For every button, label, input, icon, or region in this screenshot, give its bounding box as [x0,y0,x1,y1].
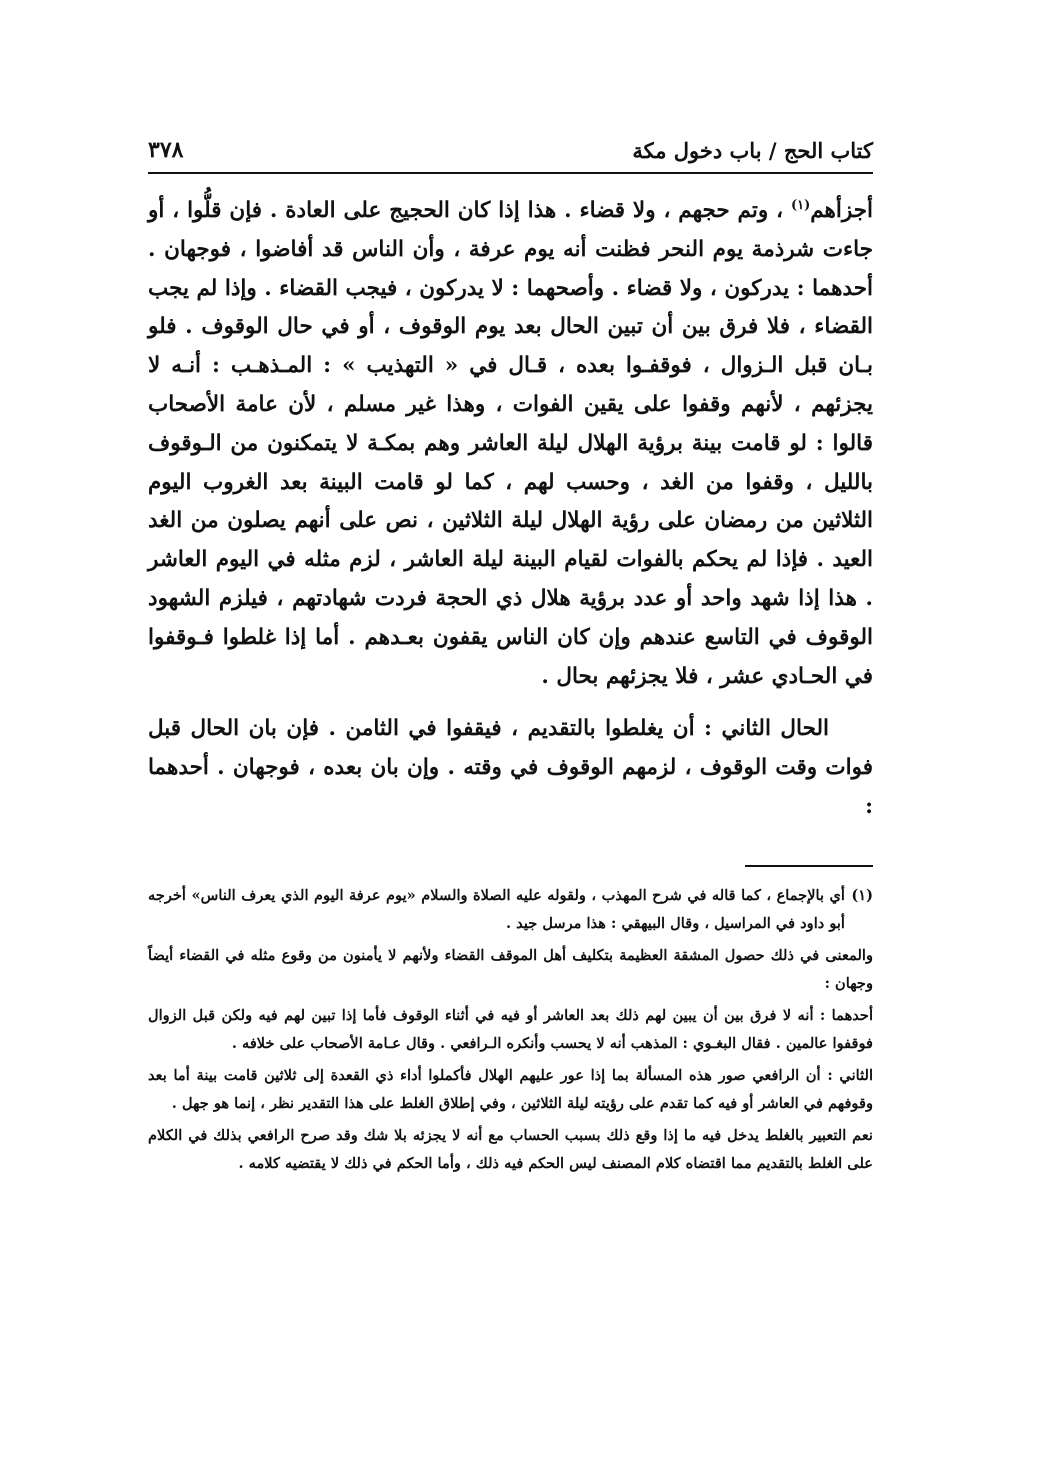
footnote-1-text: أي بالإجماع ، كما قاله في شرح المهذب ، ولقوله عليه الصلاة والسلام «يوم عرفة اليوم الذي يعرف الناس» أخرجه أبو داود في المراسيل ، وقال البيهقي : هذا مرسل جيد . [148,887,845,932]
page-header [148,128,873,174]
paragraph-1-rest: ، وتم حجهم ، ولا قضاء . هذا إذا كان الحجيج على العادة . فإن قلُّوا ، أو جاءت شرذمة يوم النحر فظنت أنه يوم عرفة ، وأن الناس قد أفاضوا ، فوجهان . أحدهما : يدركون ، ولا قضاء . وأصحهما : لا يدركون ، فيجب القضاء . وإذا لم يجب القضاء ، فلا فرق بين أن تبين الحال بعد يوم الوقوف ، أو في حال الوقوف . فلو بـان قبل الـزوال ، فوقفـوا بعده ، قـال في « التهذيب » : المـذهـب : أنـه لا يجزئهم ، لأنهم وقفوا على يقين الفوات ، وهذا غير مسلم ، لأن عامة الأصحاب قالوا : لو قامت بينة برؤية الهلال ليلة العاشر وهم بمكـة لا يتمكنون من الـوقوف بالليل ، وقفوا من الغد ، وحسب لهم ، كما لو قامت البينة بعد الغروب اليوم الثلاثين من رمضان على رؤية الهلال ليلة الثلاثين ، نص على أنهم يصلون من الغد العيد . فإذا لم يحكم بالفوات لقيام البينة ليلة العاشر ، لزم مثله في اليوم العاشر . هذا إذا شهد واحد أو عدد برؤية هلال ذي الحجة فردت شهادتهم ، فيلزم الشهود الوقوف في التاسع عندهم وإن كان الناس يقفون بعـدهم . أما إذا غلطوا فـوقفوا في الحـادي عشر ، فلا يجزئهم بحال . [148,198,873,689]
footnote-reference: (١) [790,197,811,213]
paragraph-1 [148,192,873,696]
footnote-paragraph-4: الثاني : أن الرافعي صور هذه المسألة بما إذا عور عليهم الهلال فأكملوا أداء ذي القعدة إلى ثلاثين قامت بينة أما بعد وقوفهم في العاشر أو فيه كما تقدم على رؤيته ليلة الثلاثين ، وفي إطلاق الغلط على هذا التقدير نظر ، إنما هو جهل . [148,1067,873,1112]
paragraph-1-start: أجزأهم [810,198,873,223]
footnote-paragraph-5: نعم التعبير بالغلط يدخل فيه ما إذا وقع ذلك بسبب الحساب مع أنه لا يجزئه بلا شك وقد صرح الرافعي بذلك في الكلام على الغلط بالتقديم مما اقتضاه كلام المصنف ليس الحكم فيه ذلك ، وأما الحكم في ذلك لا يقتضيه كلامه . [148,1127,873,1172]
footnote-paragraph-3: أحدهما : أنه لا فرق بين أن يبين لهم ذلك بعد العاشر أو فيه في أثناء الوقوف فأما إذا تبين لهم فيه ولكن قبل الزوال فوقفوا عالمين . فقال البغـوي : المذهب أنه لا يحسب وأنكره الـرافعي . وقال عـامة الأصحاب على خلافه . [148,1007,873,1052]
main-text [148,192,873,827]
footnote-paragraph-2: والمعنى في ذلك حصول المشقة العظيمة بتكليف أهل الموقف القضاء ولأنهم لا يأمنون من وقوع مثله في القضاء أيضاً وجهان : [148,947,873,992]
footnote-divider [745,865,873,867]
page-number: ٣٧٨ [148,137,184,163]
footnote-1 [148,882,873,937]
paragraph-2: الحال الثاني : أن يغلطوا بالتقديم ، فيقفوا في الثامن . فإن بان الحال قبل فوات وقت الوقوف ، لزمهم الوقوف في وقته . وإن بان بعده ، فوجهان . أحدهما : [148,716,873,819]
running-title: كتاب الحج / باب دخول مكة [632,137,873,163]
footnotes [148,882,873,1182]
footnote-number: (١) [851,887,873,904]
